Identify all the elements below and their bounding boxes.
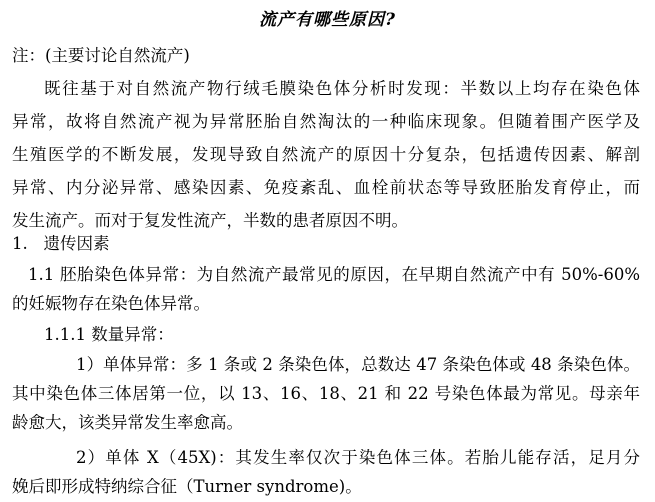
subsubsection-heading: 1.1.1 数量异常：: [44, 325, 174, 344]
item-line: 其中染色体三体居第一位，以 13、16、18、21 和 22 号染色体最为常见。母亲年: [12, 384, 640, 403]
item-line: 娩后即形成特纳综合征（Turner syndrome)。: [12, 477, 362, 496]
subsection-line: 的妊娠物存在染色体异常。: [12, 294, 210, 313]
item-line: 2）单体 X（45X)：其发生率仅次于染色体三体。若胎儿能存活，足月分: [76, 448, 640, 467]
paragraph-line: 异常，故将自然流产视为异常胚胎自然淘汰的一种临床现象。但随着围产医学及: [12, 112, 640, 131]
paragraph-line: 生殖医学的不断发展，发现导致自然流产的原因十分复杂，包括遗传因素、解剖: [12, 145, 640, 164]
item-line: 1）单体异常：多 1 条或 2 条染色体，总数达 47 条染色体或 48 条染色体。: [76, 355, 640, 374]
paragraph-line: 既往基于对自然流产物行绒毛膜染色体分析时发现：半数以上均存在染色体: [44, 79, 640, 98]
section-heading: 1. 遗传因素: [12, 234, 110, 253]
document-title: 流产有哪些原因?: [259, 10, 396, 30]
paragraph-line: 发生流产。而对于复发性流产，半数的患者原因不明。: [12, 211, 408, 230]
paragraph-line: 异常、内分泌异常、感染因素、免疫紊乱、血栓前状态等导致胚胎发育停止，而: [12, 178, 640, 197]
subsection-line: 1.1 胚胎染色体异常：为自然流产最常见的原因，在早期自然流产中有 50%-60%: [28, 265, 640, 284]
item-line: 龄愈大，该类异常发生率愈高。: [12, 413, 243, 432]
note-line: 注：(主要讨论自然流产): [12, 46, 190, 65]
